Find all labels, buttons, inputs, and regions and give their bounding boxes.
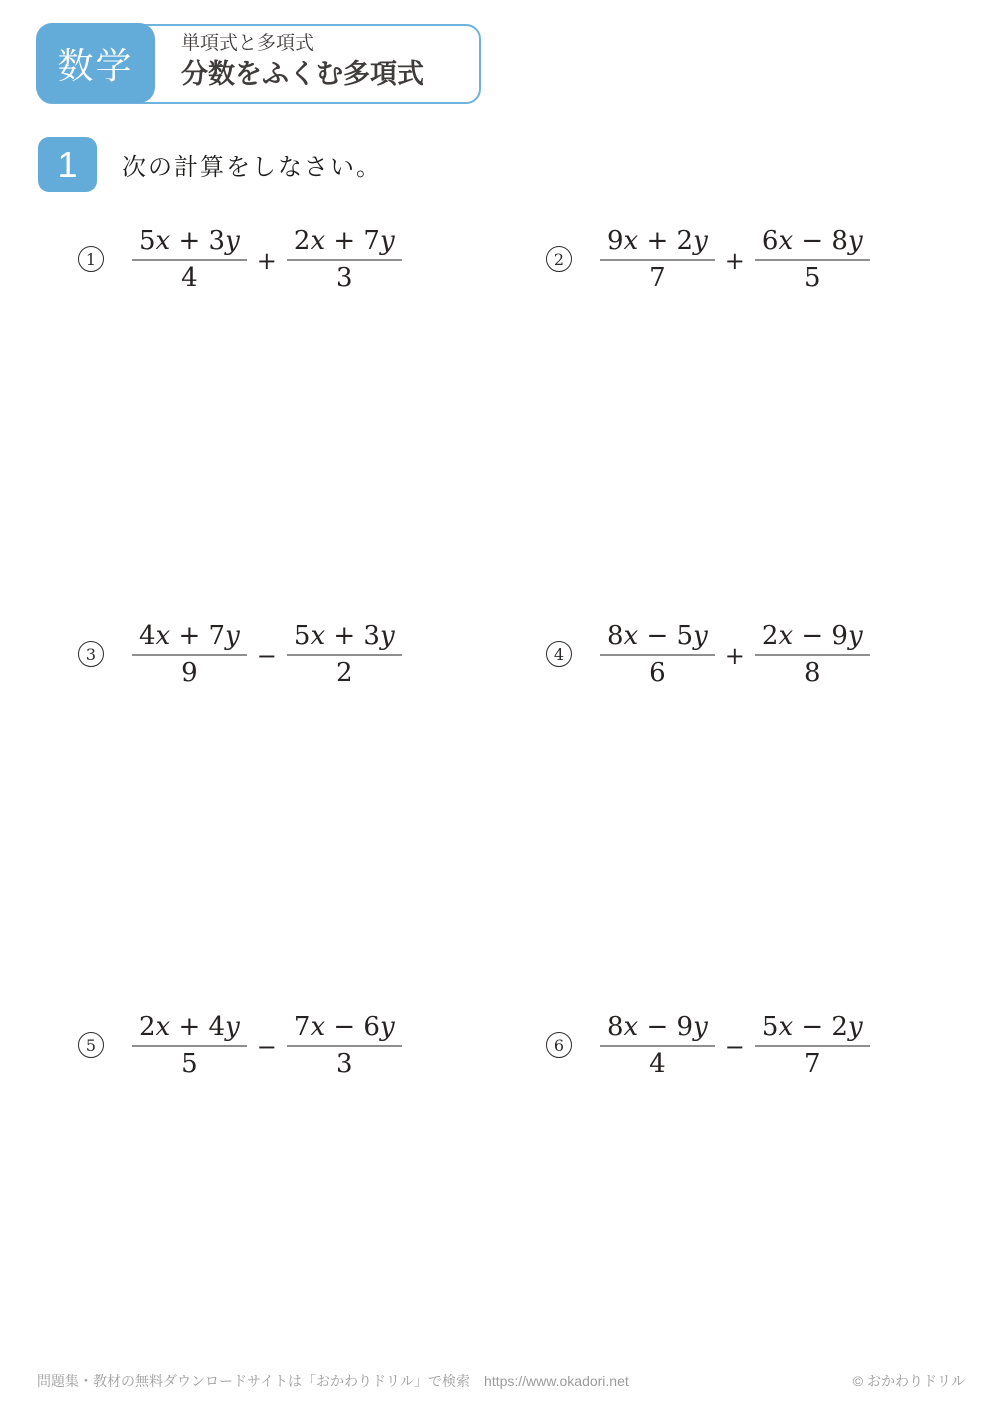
numerator: 8x − 9y xyxy=(600,1012,715,1047)
operator: − xyxy=(256,642,277,670)
expression xyxy=(600,1012,870,1079)
numerator: 9x + 2y xyxy=(600,226,715,261)
instruction-text: 次の計算をしなさい。 xyxy=(122,153,382,181)
title-box xyxy=(37,24,481,104)
problem-1 xyxy=(78,221,402,297)
operator: + xyxy=(724,247,745,275)
section-number-badge: 1 xyxy=(38,137,97,192)
numerator: 7x − 6y xyxy=(287,1012,402,1047)
problem-number-badge: 1 xyxy=(78,246,104,272)
fraction-1 xyxy=(132,1012,247,1079)
problem-3 xyxy=(78,616,402,692)
fraction-1 xyxy=(600,621,715,688)
fraction-2 xyxy=(755,1012,870,1079)
problem-6 xyxy=(546,1007,870,1083)
title-text xyxy=(181,32,424,92)
problem-number-badge: 2 xyxy=(546,246,572,272)
denominator: 7 xyxy=(649,262,666,293)
denominator: 5 xyxy=(181,1048,198,1079)
expression xyxy=(132,226,402,293)
numerator: 6x − 8y xyxy=(755,226,870,261)
operator: + xyxy=(256,247,277,275)
operator: + xyxy=(724,642,745,670)
numerator: 2x + 7y xyxy=(287,226,402,261)
denominator: 6 xyxy=(649,657,666,688)
problem-5 xyxy=(78,1007,402,1083)
subject-badge: 数学 xyxy=(36,23,155,103)
denominator: 9 xyxy=(181,657,198,688)
page-footer xyxy=(37,1371,965,1391)
fraction-2 xyxy=(287,621,402,688)
expression xyxy=(132,1012,402,1079)
problem-2 xyxy=(546,221,870,297)
denominator: 5 xyxy=(804,262,821,293)
fraction-1 xyxy=(132,621,247,688)
denominator: 8 xyxy=(804,657,821,688)
footer-left-text: 問題集・教材の無料ダウンロードサイトは「おかわりドリル」で検索 xyxy=(37,1373,471,1389)
problem-number-badge: 3 xyxy=(78,641,104,667)
footer-copyright: © おかわりドリル xyxy=(852,1373,965,1389)
denominator: 3 xyxy=(336,1048,353,1079)
problem-number-badge: 5 xyxy=(78,1032,104,1058)
problem-number-badge: 4 xyxy=(546,641,572,667)
sheet-title: 分数をふくむ多項式 xyxy=(181,58,424,89)
problem-number-badge: 6 xyxy=(546,1032,572,1058)
numerator: 8x − 5y xyxy=(600,621,715,656)
expression xyxy=(600,621,870,688)
fraction-1 xyxy=(600,226,715,293)
denominator: 4 xyxy=(649,1048,666,1079)
fraction-1 xyxy=(132,226,247,293)
footer-url: https://www.okadori.net xyxy=(484,1373,629,1389)
fraction-1 xyxy=(600,1012,715,1079)
fraction-2 xyxy=(755,621,870,688)
problem-4 xyxy=(546,616,870,692)
numerator: 5x − 2y xyxy=(755,1012,870,1047)
expression xyxy=(132,621,402,688)
denominator: 3 xyxy=(336,262,353,293)
fraction-2 xyxy=(287,1012,402,1079)
fraction-2 xyxy=(287,226,402,293)
operator: − xyxy=(256,1033,277,1061)
numerator: 5x + 3y xyxy=(287,621,402,656)
numerator: 2x − 9y xyxy=(755,621,870,656)
expression xyxy=(600,226,870,293)
numerator: 5x + 3y xyxy=(132,226,247,261)
denominator: 4 xyxy=(181,262,198,293)
denominator: 7 xyxy=(804,1048,821,1079)
denominator: 2 xyxy=(336,657,353,688)
numerator: 4x + 7y xyxy=(132,621,247,656)
numerator: 2x + 4y xyxy=(132,1012,247,1047)
unit-label: 単項式と多項式 xyxy=(181,33,315,54)
operator: − xyxy=(724,1033,745,1061)
fraction-2 xyxy=(755,226,870,293)
